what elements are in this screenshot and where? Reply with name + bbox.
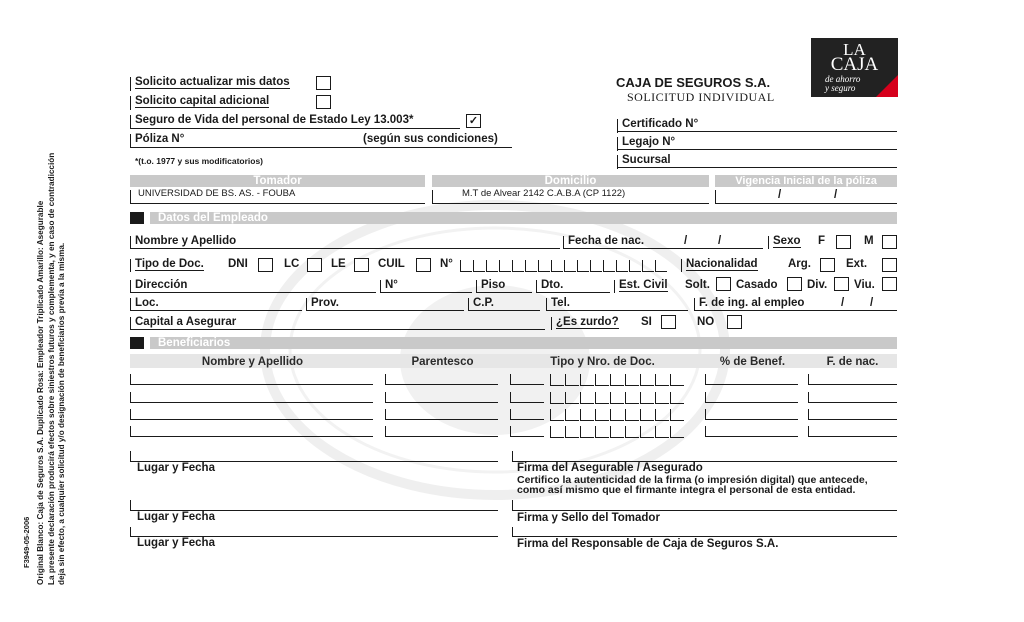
piso-field[interactable] [476, 292, 532, 293]
f-ing-label: F. de ing. al empleo [699, 297, 805, 309]
option-capital-checkbox[interactable] [316, 95, 331, 109]
doc-num-cell[interactable] [525, 260, 537, 272]
doc-num-cell[interactable] [473, 260, 485, 272]
f-ing-sep-1: / [841, 297, 845, 309]
logo-accent [876, 75, 898, 97]
f-ing-field[interactable] [694, 310, 897, 311]
f-ing-sep-2: / [870, 297, 874, 309]
logo-tagline-2: y seguro [825, 83, 856, 93]
ext-checkbox[interactable] [882, 258, 897, 272]
tomador-value: UNIVERSIDAD DE BS. AS. - FOUBA [138, 188, 296, 199]
casado-checkbox[interactable] [787, 277, 802, 291]
form-code: F3949-05-2006 [22, 516, 31, 568]
firma-responsable: Firma del Responsable de Caja de Seguros S.A. [517, 538, 779, 550]
col-tipo-doc: Tipo y Nro. de Doc. [550, 356, 655, 368]
row-tick[interactable] [130, 426, 131, 437]
lc-checkbox[interactable] [307, 258, 322, 272]
fecha-nac-field[interactable] [563, 248, 763, 249]
row-tick[interactable] [808, 426, 809, 437]
zurdo-label: ¿Es zurdo? [556, 316, 619, 328]
doc-num-label: N° [440, 258, 453, 270]
row-tick[interactable] [808, 392, 809, 403]
certificado-label: Certificado N° [622, 118, 699, 130]
nro-label: N° [385, 279, 398, 291]
watermark-seal [260, 200, 730, 500]
sexo-f-label: F [818, 235, 826, 247]
domicilio-header: Domicilio [432, 175, 709, 187]
form-title: SOLICITUD INDIVIDUAL [627, 90, 775, 104]
poliza-condiciones: (según sus condiciones) [363, 133, 498, 145]
dni-label: DNI [228, 258, 248, 270]
company-logo [811, 38, 898, 97]
firma-asegurable: Firma del Asegurable / Asegurado [517, 462, 703, 474]
option-capital-label: Solicito capital adicional [135, 95, 270, 107]
sucursal-label: Sucursal [622, 154, 671, 166]
row-tick[interactable] [130, 374, 131, 385]
doc-num-cell[interactable] [551, 260, 563, 272]
doc-num-cell[interactable] [603, 260, 615, 272]
nacionalidad-label: Nacionalidad [686, 258, 758, 270]
doc-num-cell[interactable] [616, 260, 628, 272]
row-tick[interactable] [130, 392, 131, 403]
certifico-text-2: como así mismo que el firmante integra el personal de esta entidad. [517, 484, 856, 496]
div-checkbox[interactable] [834, 277, 849, 291]
prov-field[interactable] [306, 310, 464, 311]
doc-num-cell[interactable] [642, 260, 654, 272]
viu-label: Viu. [854, 279, 875, 291]
casado-label: Casado [736, 279, 778, 291]
legajo-field[interactable] [617, 149, 897, 150]
dni-checkbox[interactable] [258, 258, 273, 272]
row-tick[interactable] [808, 374, 809, 385]
direccion-label: Dirección [135, 279, 188, 291]
option-seguro-label: Seguro de Vida del personal de Estado Ley 13.003* [135, 114, 414, 126]
footnote: *(t.o. 1977 y sus modificatorios) [135, 156, 264, 166]
col-pct: % de Benef. [719, 356, 786, 368]
cp-field[interactable] [468, 310, 540, 311]
empleado-section-bar: Datos del Empleado [150, 212, 897, 224]
empleado-section-marker [130, 212, 144, 224]
fecha-nac-label: Fecha de nac. [568, 235, 645, 247]
benef-fnac-field[interactable] [808, 419, 897, 420]
benef-fnac-field[interactable] [808, 402, 897, 403]
zurdo-si-label: SI [641, 316, 652, 328]
certifico-text-1: Certifico la autenticidad de la firma (o impresión digital) que antecede, [517, 474, 868, 486]
vigencia-sep-1: / [778, 189, 782, 201]
legajo-label: Legajo N° [622, 136, 676, 148]
arg-label: Arg. [788, 258, 811, 270]
side-legal-text: Original Blanco: Caja de Seguros S.A. Duplicado Rosa: Empleador Triplicado Amarillo: Asegurable La presente declaración producirá efectos sobre siniestros futuros y complementa, y en caso de contradicción deja sin efecto, a cualquier solicitud y/o designación de beneficiarios previa a la misma. [36, 152, 66, 585]
vigencia-sep-2: / [834, 189, 838, 201]
zurdo-no-label: NO [697, 316, 715, 328]
zurdo-si-checkbox[interactable] [661, 315, 676, 329]
doc-num-cell[interactable] [460, 260, 472, 272]
cuil-label: CUIL [378, 258, 405, 270]
sexo-m-label: M [864, 235, 874, 247]
prov-label: Prov. [311, 297, 339, 309]
doc-num-cell[interactable] [499, 260, 511, 272]
loc-label: Loc. [135, 297, 159, 309]
lugar-fecha-1: Lugar y Fecha [137, 462, 215, 474]
option-actualizar-checkbox[interactable] [316, 76, 331, 90]
benef-fnac-field[interactable] [808, 436, 897, 437]
le-checkbox[interactable] [354, 258, 369, 272]
domicilio-value: M.T de Alvear 2142 C.A.B.A (CP 1122) [462, 188, 626, 199]
col-nombre: Nombre y Apellido [201, 356, 304, 368]
beneficiarios-section-marker [130, 337, 144, 349]
sexo-m-checkbox[interactable] [882, 235, 897, 249]
cuil-checkbox[interactable] [416, 258, 431, 272]
sucursal-field[interactable] [617, 167, 897, 168]
ext-label: Ext. [846, 258, 868, 270]
dto-field[interactable] [536, 292, 610, 293]
company-name: CAJA DE SEGUROS S.A. [616, 75, 771, 90]
logo-text-la: LA [843, 40, 866, 59]
lc-label: LC [284, 258, 300, 270]
le-label: LE [331, 258, 346, 270]
cp-label: C.P. [473, 297, 494, 309]
solt-label: Solt. [685, 279, 710, 291]
solt-checkbox[interactable] [716, 277, 731, 291]
tomador-header: Tomador [130, 175, 425, 187]
tipo-doc-label: Tipo de Doc. [135, 258, 204, 270]
dto-label: Dto. [541, 279, 564, 291]
capital-field[interactable] [130, 329, 545, 330]
fecha-nac-sep-1: / [684, 235, 688, 247]
direccion-field[interactable] [130, 292, 376, 293]
benef-fnac-field[interactable] [808, 384, 897, 385]
doc-num-cell[interactable] [538, 260, 550, 272]
tel-label: Tel. [551, 297, 570, 309]
zurdo-no-checkbox[interactable] [727, 315, 742, 329]
row-tick[interactable] [130, 409, 131, 420]
vigencia-header: Vigencia Inicial de la póliza [715, 175, 897, 187]
doc-num-cell[interactable] [512, 260, 524, 272]
logo-text-caja: CAJA [830, 54, 879, 75]
logo-tagline-1: de ahorro [825, 74, 861, 84]
arg-checkbox[interactable] [820, 258, 835, 272]
doc-num-cell[interactable] [564, 260, 576, 272]
beneficiarios-section-bar: Beneficiarios [150, 337, 897, 349]
viu-checkbox[interactable] [882, 277, 897, 291]
doc-num-cell[interactable] [486, 260, 498, 272]
doc-num-cell[interactable] [577, 260, 589, 272]
firma-tomador: Firma y Sello del Tomador [517, 512, 660, 524]
col-fnac: F. de nac. [826, 356, 879, 368]
nombre-field[interactable] [130, 248, 560, 249]
piso-label: Piso [481, 279, 506, 291]
doc-num-cell[interactable] [590, 260, 602, 272]
doc-num-cells[interactable] [460, 260, 670, 273]
sexo-label: Sexo [773, 235, 801, 247]
tel-field[interactable] [546, 310, 688, 311]
doc-num-cell[interactable] [629, 260, 641, 272]
loc-field[interactable] [130, 310, 302, 311]
doc-num-cell[interactable] [655, 260, 667, 272]
col-parentesco: Parentesco [411, 356, 474, 368]
sexo-f-checkbox[interactable] [836, 235, 851, 249]
option-seguro-checkbox[interactable]: ✓ [466, 114, 481, 128]
est-civil-label: Est. Civil [619, 279, 668, 291]
div-label: Div. [807, 279, 828, 291]
lugar-fecha-2: Lugar y Fecha [137, 511, 215, 523]
nombre-label: Nombre y Apellido [135, 235, 237, 247]
fecha-nac-sep-2: / [718, 235, 722, 247]
lugar-fecha-3: Lugar y Fecha [137, 537, 215, 549]
vigencia-field[interactable] [715, 203, 897, 204]
nro-field[interactable] [380, 292, 472, 293]
option-actualizar-label: Solicito actualizar mis datos [135, 76, 290, 88]
certificado-field[interactable] [617, 131, 897, 132]
row-tick[interactable] [808, 409, 809, 420]
poliza-label: Póliza N° [135, 133, 185, 145]
capital-label: Capital a Asegurar [135, 316, 237, 328]
